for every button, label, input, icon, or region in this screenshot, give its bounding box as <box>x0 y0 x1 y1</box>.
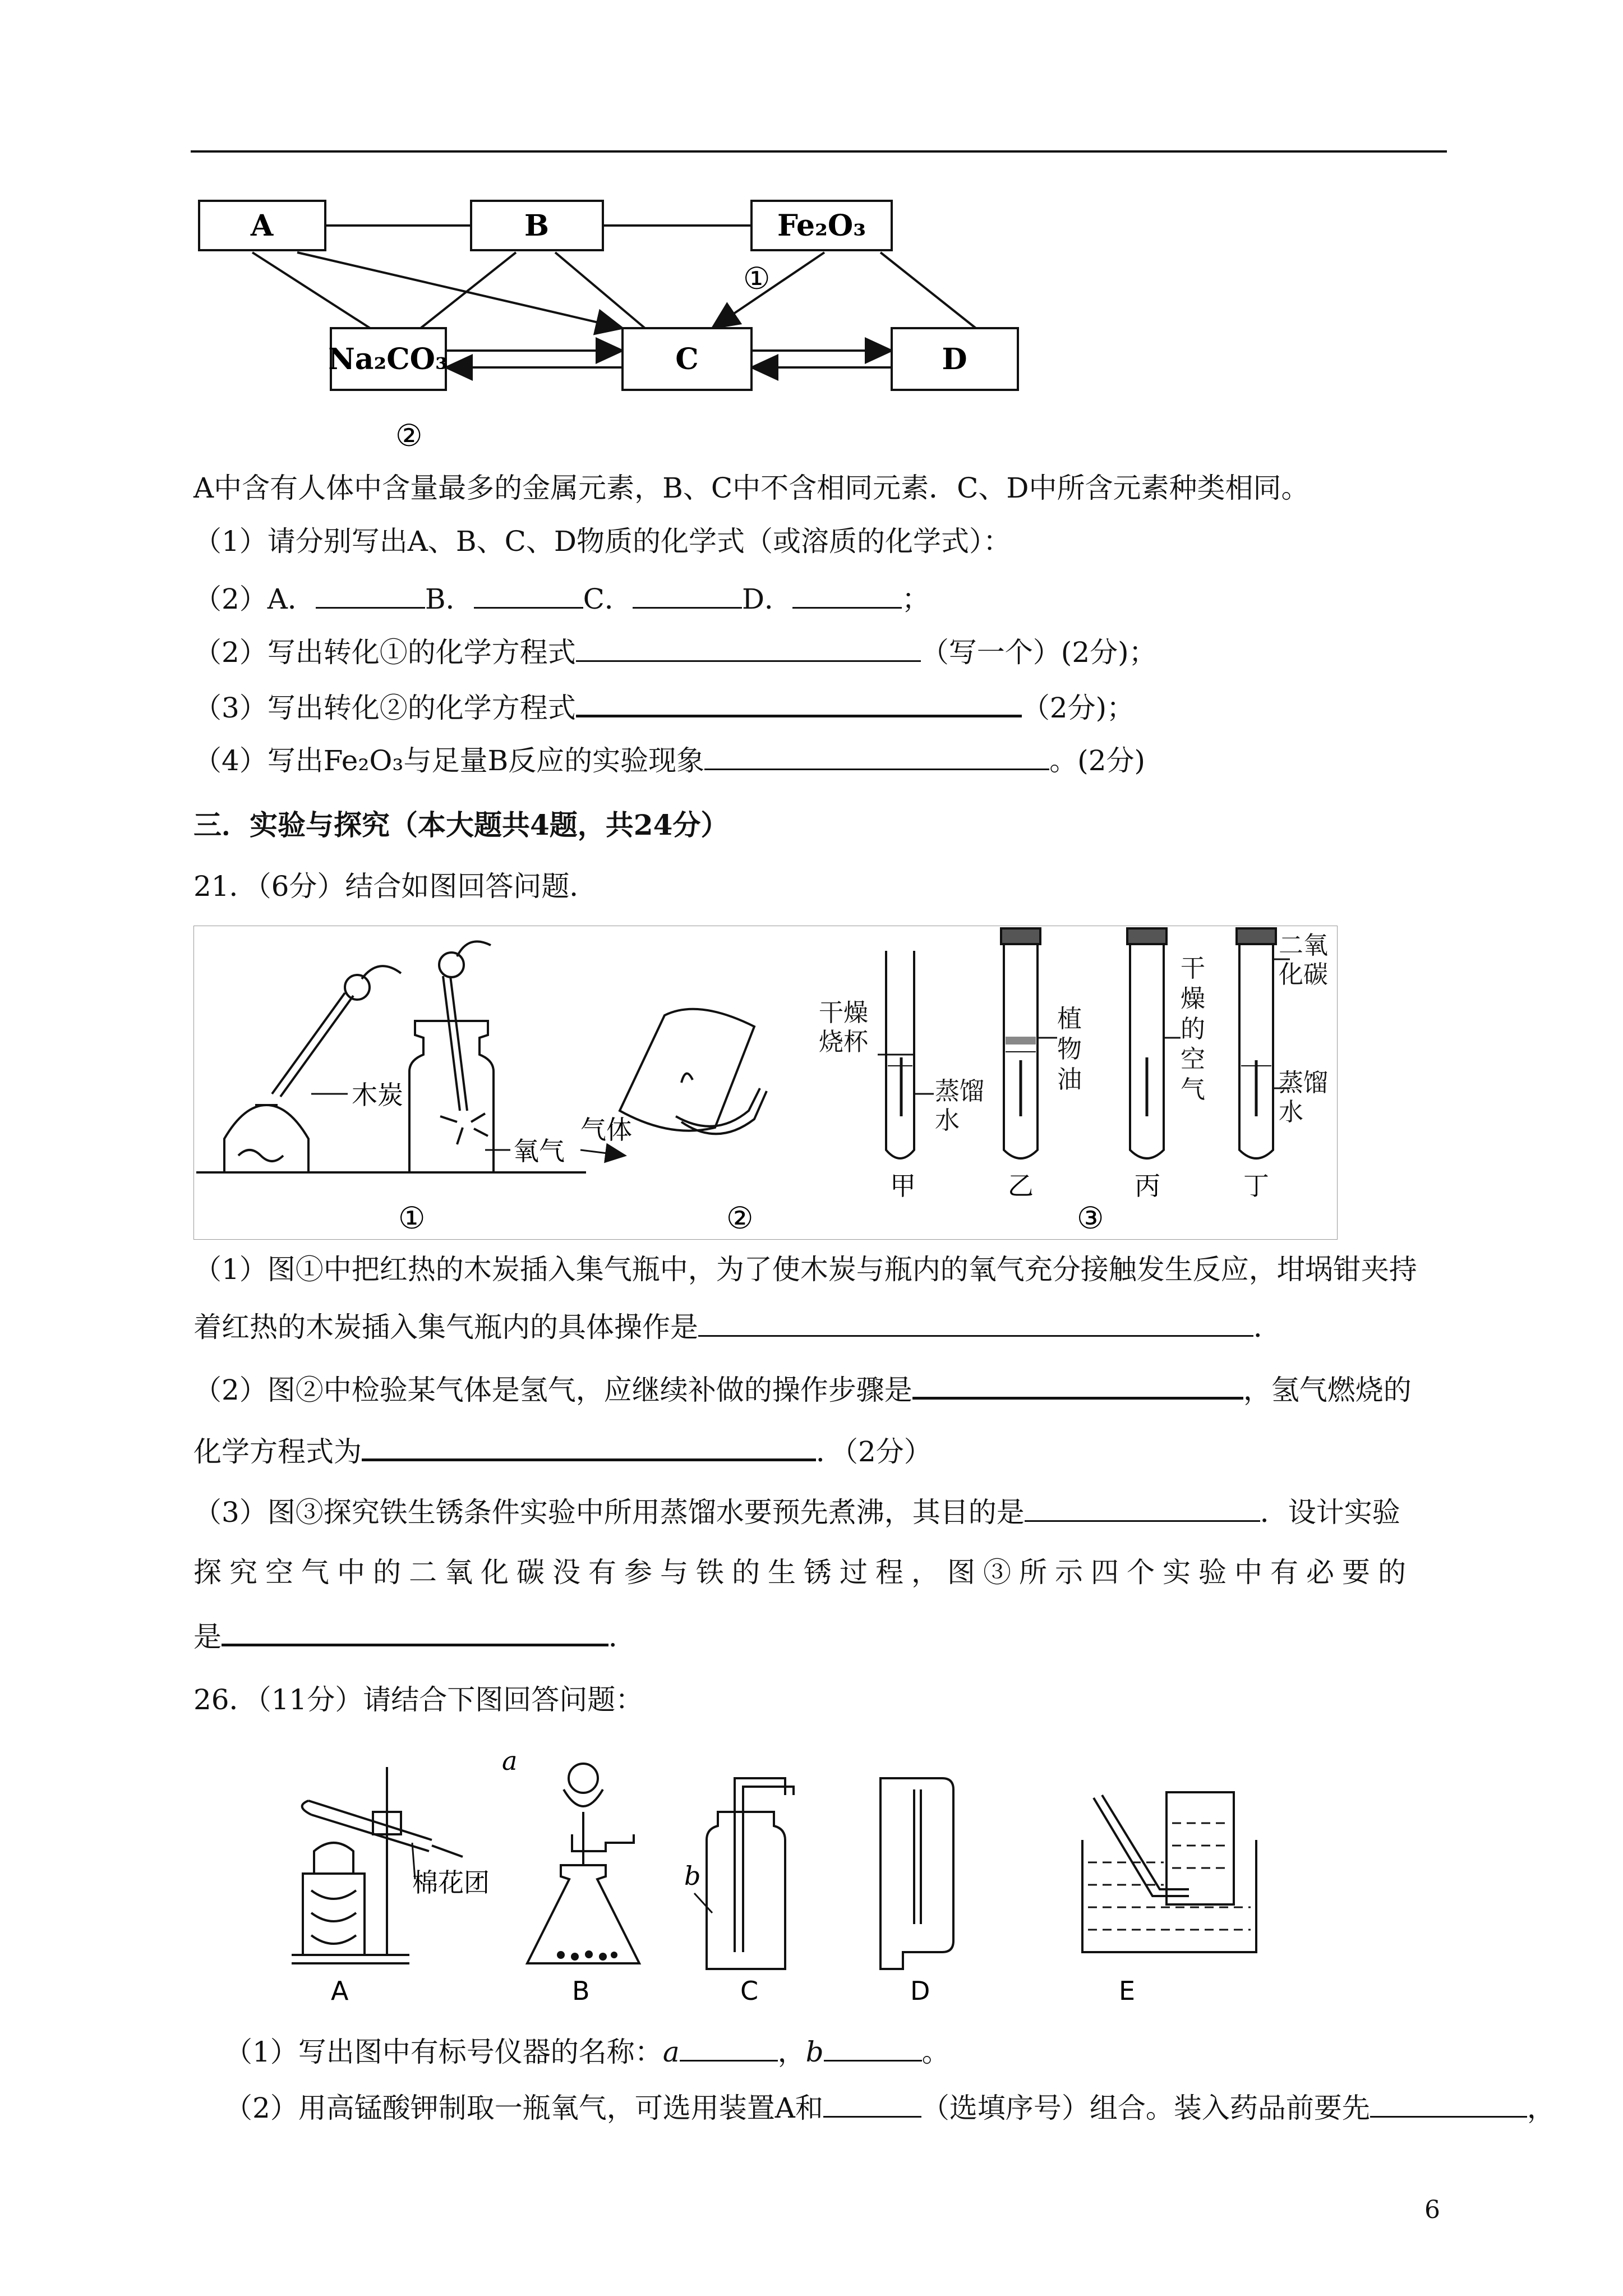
tube-bing-label: 丙 <box>1135 1171 1160 1201</box>
veg-oil-label: 植物油 <box>1057 1005 1082 1094</box>
header-rule <box>191 150 1447 153</box>
q21-figure <box>193 926 1338 1240</box>
distilled-water-label-jia: 蒸馏水 <box>935 1077 984 1135</box>
co2-label: 二氧化碳 <box>1279 931 1328 989</box>
apparatus-b-label: B <box>572 1976 590 2006</box>
instrument-a-label: a <box>502 1746 518 1776</box>
marker-1: ① <box>743 261 771 296</box>
q21-part2-line1: （2）图②中检验某气体是氢气，应继续补做的操作步骤是 ，氢气燃烧的 <box>193 1368 1412 1410</box>
cotton-label: 棉花团 <box>412 1867 490 1898</box>
q21-part1-line1: （1）图①中把红热的木炭插入集气瓶中，为了使木炭与瓶内的氧气充分接触发生反应，坩埚钳夹持 <box>193 1253 1417 1286</box>
dry-beaker-label: 干燥烧杯 <box>819 999 868 1056</box>
charcoal-label: 木炭 <box>352 1080 403 1110</box>
q26-heading: 26．（11分）请结合下图回答问题： <box>193 1683 644 1716</box>
relation-diagram <box>191 191 1043 454</box>
box-b-label: B <box>524 209 549 243</box>
q21-part3-line1: （3）图③探究铁生锈条件实验中所用蒸馏水要预先煮沸，其目的是 ．设计实验 <box>193 1491 1400 1532</box>
q20-part4: （3）写出转化②的化学方程式 （2分)； <box>193 685 1135 728</box>
q21-part1-line2: 着红热的木炭插入集气瓶内的具体操作是 ． <box>193 1306 1281 1347</box>
apparatus-c-label: C <box>740 1976 759 2006</box>
tube-yi-label: 乙 <box>1008 1171 1034 1201</box>
q21-part2-line2: 化学方程式为 ．（2分） <box>193 1429 932 1471</box>
q21-part3-line3: 是 ． <box>193 1614 637 1657</box>
distilled-water-label-ding: 蒸馏水 <box>1279 1069 1328 1126</box>
dry-air-label: 干燥的空气 <box>1181 954 1205 1104</box>
marker-2: ② <box>395 418 423 453</box>
q26-part1: （1）写出图中有标号仪器的名称：a ，b 。 <box>224 2031 950 2072</box>
q21-heading: 21．（6分）结合如图回答问题． <box>193 870 598 903</box>
q20-part3: （2）写出转化①的化学方程式 （写一个）(2分)； <box>193 631 1157 672</box>
q20-part2: （2）A． B． C． D． ； <box>193 578 930 619</box>
apparatus-a-label: A <box>331 1976 349 2006</box>
fig2-label: ② <box>726 1200 754 1236</box>
instrument-b-label: b <box>684 1861 701 1891</box>
q26-part2: （2）用高锰酸钾制取一瓶氧气，可选用装置A和 （选填序号）组合。装入药品前要先 ， <box>224 2087 1555 2128</box>
q20-info: A中含有人体中含量最多的金属元素，B、C中不含相同元素．C、D中所含元素种类相同。 <box>193 472 1310 504</box>
box-a-label: A <box>250 209 274 243</box>
apparatus-d-label: D <box>910 1976 930 2006</box>
tube-ding-label: 丁 <box>1243 1171 1269 1201</box>
apparatus-e-label: E <box>1119 1976 1136 2006</box>
q21-part3-line2: 探究空气中的二氧化碳没有参与铁的生锈过程，图③所示四个实验中有必要的 <box>193 1556 1414 1589</box>
section-3-title: 三．实验与探究（本大题共4题，共24分） <box>193 808 729 841</box>
box-d-label: D <box>942 342 967 376</box>
oxygen-label: 氧气 <box>513 1136 565 1166</box>
page-number: 6 <box>1424 2196 1440 2224</box>
fig3-label: ③ <box>1077 1200 1104 1236</box>
q20-part5: （4）写出Fe₂O₃与足量B反应的实验现象 。(2分) <box>193 739 1145 780</box>
box-c-label: C <box>675 342 699 376</box>
q20-part1: （1）请分别写出A、B、C、D物质的化学式（或溶质的化学式）： <box>193 525 1012 558</box>
fig1-label: ① <box>398 1200 426 1236</box>
tube-jia-label: 甲 <box>890 1171 916 1201</box>
box-na2co3-label: Na₂CO₃ <box>328 342 448 376</box>
gas-label: 气体 <box>580 1115 632 1145</box>
box-fe2o3-label: Fe₂O₃ <box>777 209 866 243</box>
q26-figure <box>269 1745 1267 2008</box>
